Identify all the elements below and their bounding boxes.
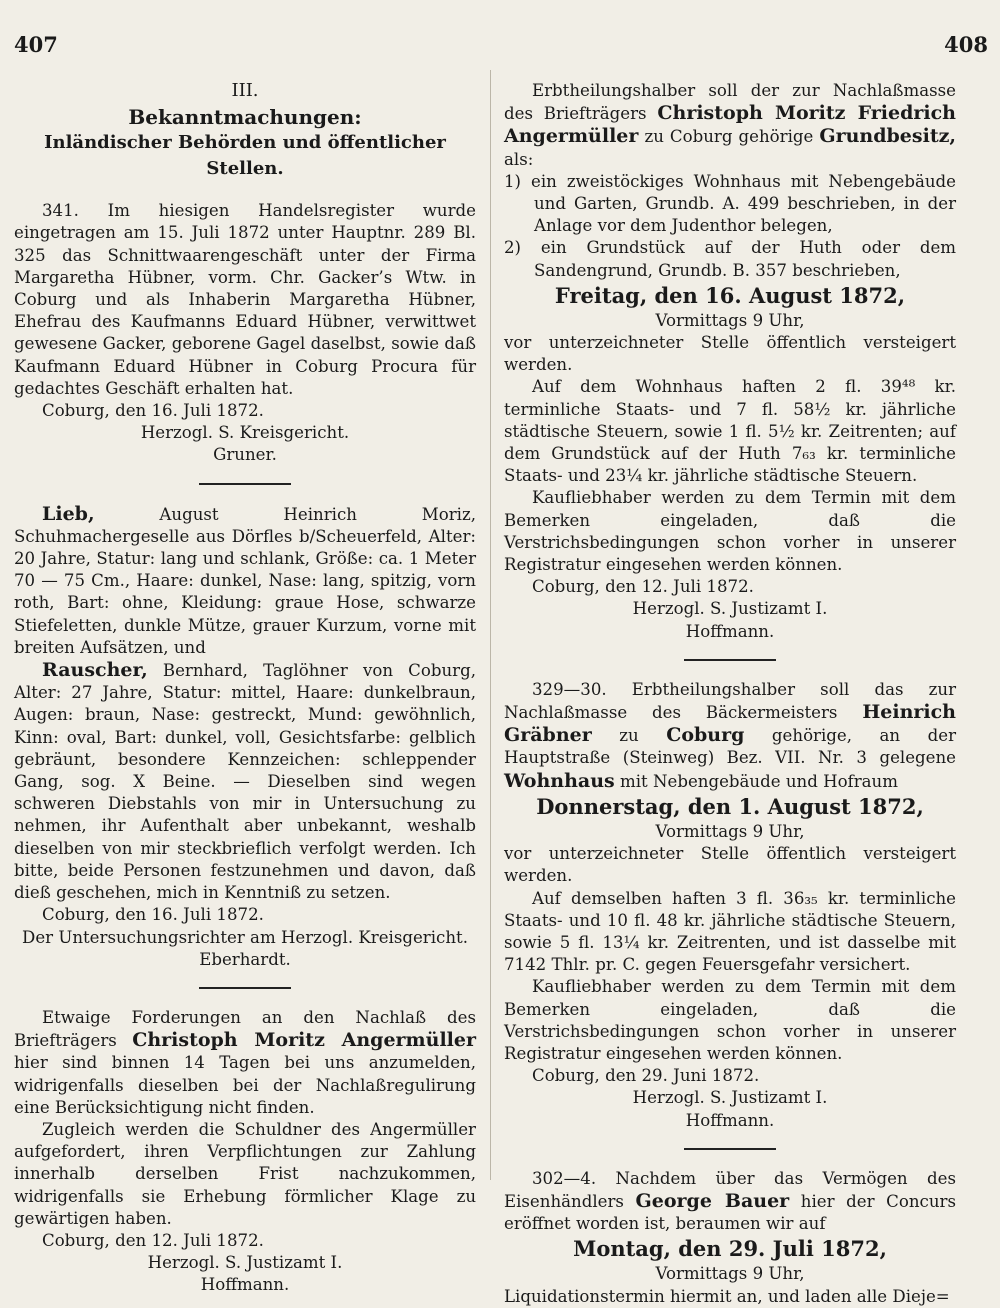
right-column [504,80,956,1308]
n329-text7: Kaufliebhaber werden zu dem Termin mit dem Bemerken eingeladen, daß die Verstrichsbedingungen schon vorher in unserer Registratur eingesehen werden können. [504,977,956,1063]
n329-text1: 329—30. Erbtheilungshalber soll das zur Nachlaßmasse des Bäckermeisters [504,679,956,723]
n302-day: Montag, den 29. Juli 1872, [573,1236,887,1262]
page-number-left: 407 [14,32,58,57]
erb1-time: Vormittags 9 Uhr, [655,310,805,330]
notice-302 [504,1168,956,1236]
n302-time: Vormittags 9 Uhr, [655,1264,805,1284]
separator-rule [199,483,291,485]
notice-341-date: Coburg, den 16. Juli 1872. [42,401,264,421]
notice-341-name: Gruner. [213,445,277,465]
n302-text2: hier der Concurs eröffnet worden ist, beraumen wir auf [504,1191,956,1234]
separator-rule [199,987,291,989]
erb1-text6: Kaufliebhaber werden zu dem Termin mit dem Bemerken eingeladen, daß die Verstrichsbedingungen schon vorher in unserer Registratur eingesehen werden können. [504,488,956,575]
lieb-text: August Heinrich Moriz, Schuhmachergeselle aus Dörfles b/Scheuerfeld, Alter: 20 Jahre, Statur: lang und schlank, Größe: ca. 1 Meter 70 — 75 Cm., Haare: dunkel, Nase: lang, spitzig, vorn roth, Bart: ohne, Kleidung: graue Hose, schwarze Stiefeletten, dunkle Mütze, grauer Kurzum, vorne mit breiten Aufsätzen, und [14,504,476,657]
notice-341-text: 341. Im hiesigen Handelsregister wurde eingetragen am 15. Juli 1872 unter Hauptnr. 289 Bl. 325 das Schnittwaarengeschäft unter der Firma Margaretha Hübner, vorm. Chr. Gacker’s Wtw. in Coburg und als Inhaberin Margaretha Hübner, Ehefrau des Kaufmanns Eduard Hübner, verwittwet gewesene Gacker, geborene Gagel daselbst, sowie daß Kaufmann Eduard Hübner in Coburg Procura für gedachtes Geschäft erhalten hat. [14,201,476,398]
separator-rule [684,1148,776,1150]
section-subheading: Inländischer Behörden und öffentlicher Stellen. [44,132,446,180]
erb1-text3: als: [504,149,534,169]
erb1-text1: Erbtheilungshalber soll der zur Nachlaßmasse des Briefträgers [504,81,956,124]
left-column [14,80,476,1297]
rauscher-signer: Eberhardt. [199,949,291,969]
section-number: III. [231,80,259,101]
angermueller-authority: Herzogl. S. Justizamt I. [147,1253,343,1273]
angermueller-text1: Etwaige Forderungen an den Nachlaß des Briefträgers [14,1007,476,1051]
n329-text2: zu [591,726,667,746]
n329-text3: gehörige, an der Hauptstraße (Steinweg) Bez. VII. Nr. 3 gelegene [504,726,956,768]
notice-erb1 [504,80,956,171]
angermueller-date: Coburg, den 12. Juli 1872. [42,1230,264,1250]
lieb-name: Lieb, [42,502,95,525]
rauscher-text: Bernhard, Taglöhner von Coburg, Alter: 27 Jahre, Statur: mittel, Haare: dunkelbraun, Augen: braun, Nase: gestreckt, Mund: gewöhnlich, Kinn: oval, Bart: dunkel, voll, Gesichtsfarbe: gelblich gebräunt, besondere Kennzeichen: schleppender Gang, sog. X Beine. — Dieselben sind wegen schweren Diebstahls von mir in Untersuchung zu nehmen, ihr Aufenthalt aber unbekannt, weshalb dieselben von mir steckbrieflich verfolgt werden. Ich bitte, beide Personen festzunehmen und davon, daß dieß geschehen, mich in Kenntniß zu setzen. [14,661,476,903]
n329-text5: vor unterzeichneter Stelle öffentlich versteigert werden. [504,844,956,886]
notice-341-authority: Herzogl. S. Kreisgericht. [140,423,350,443]
rauscher-name: Rauscher, [42,659,148,682]
notice-angermueller [14,1007,476,1119]
notice-rauscher [14,659,476,904]
erb1-authority: Herzogl. S. Justizamt I. [632,599,828,619]
n329-name: Heinrich Gräbner [504,701,956,747]
erb1-item-1: 1) ein zweistöckiges Wohnhaus mit Nebengebäude und Garten, Grundb. A. 499 beschrieben, in der Anlage vor dem Judenthor belegen, [504,171,956,236]
n329-text6: Auf demselben haften 3 fl. 36₃₅ kr. terminliche Staats- und 10 fl. 48 kr. jährliche städtische Steuern, sowie 5 fl. 13¼ kr. Zeitrenten, und ist dasselbe mit 7142 Thlr. pr. C. gegen Feuersgefahr versichert. [504,888,956,975]
erb1-text4: vor unterzeichneter Stelle öffentlich versteigert werden. [504,333,956,375]
n329-date: Coburg, den 29. Juni 1872. [532,1066,760,1086]
n329-auction-day: Donnerstag, den 1. August 1872, [536,793,924,819]
erb1-text5: Auf dem Wohnhaus haften 2 fl. 39⁴⁸ kr. terminliche Staats- und 7 fl. 58½ kr. jährliche städtische Steuern, sowie 1 fl. 5½ kr. Zeitrenten; auf dem Grundstück auf der Huth 7₆₃ kr. terminliche Staats- und 23¼ kr. jährliche städtische Steuern. [504,377,956,486]
n302-text3: Liquidationstermin hiermit an, und laden alle Dieje= [504,1286,950,1306]
erb1-name: Christoph Moritz Friedrich Angermüller [504,102,956,148]
n329-city: Coburg [666,724,745,747]
section-heading: Bekanntmachungen: [128,105,362,130]
page-number-right: 408 [944,32,988,57]
erb1-date: Coburg, den 12. Juli 1872. [532,577,754,597]
erb1-grundbesitz: Grundbesitz, [819,125,956,148]
n329-wohnhaus: Wohnhaus [504,769,615,792]
erb1-item-2: 2) ein Grundstück auf der Huth oder dem Sandengrund, Grundb. B. 357 beschrieben, [504,238,956,280]
n329-text4: mit Nebengebäude und Hofraum [614,771,898,791]
n302-text1: 302—4. Nachdem über das Vermögen des Eisenhändlers [504,1168,956,1211]
erb1-text2: zu Coburg gehörige [638,127,820,147]
n329-authority: Herzogl. S. Justizamt I. [632,1088,828,1108]
column-divider [490,70,491,1180]
rauscher-authority: Der Untersuchungsrichter am Herzogl. Kreisgericht. [22,927,468,947]
angermueller-name: Christoph Moritz Angermüller [132,1029,477,1052]
separator-rule [684,659,776,661]
n329-time: Vormittags 9 Uhr, [655,821,805,841]
angermueller-text3: Zugleich werden die Schuldner des Angermüller aufgefordert, ihren Verpflichtungen zur Zahlung innerhalb derselben Frist nachzukommen, widrigenfalls sie Erhebung förmlicher Klage zu gewärtigen haben. [14,1119,476,1228]
erb1-signer: Hoffmann. [685,621,775,641]
n329-signer: Hoffmann. [685,1110,775,1130]
n302-name: George Bauer [635,1189,790,1212]
rauscher-date: Coburg, den 16. Juli 1872. [42,905,264,925]
notice-lieb [14,503,476,659]
notice-329 [504,679,956,793]
erb1-auction-day: Freitag, den 16. August 1872, [554,282,906,308]
angermueller-text2: hier sind binnen 14 Tagen bei uns anzumelden, widrigenfalls dieselben bei der Nachlaßregulirung eine Berücksichtigung nicht finden. [14,1053,476,1117]
angermueller-signer: Hoffmann. [200,1275,290,1295]
